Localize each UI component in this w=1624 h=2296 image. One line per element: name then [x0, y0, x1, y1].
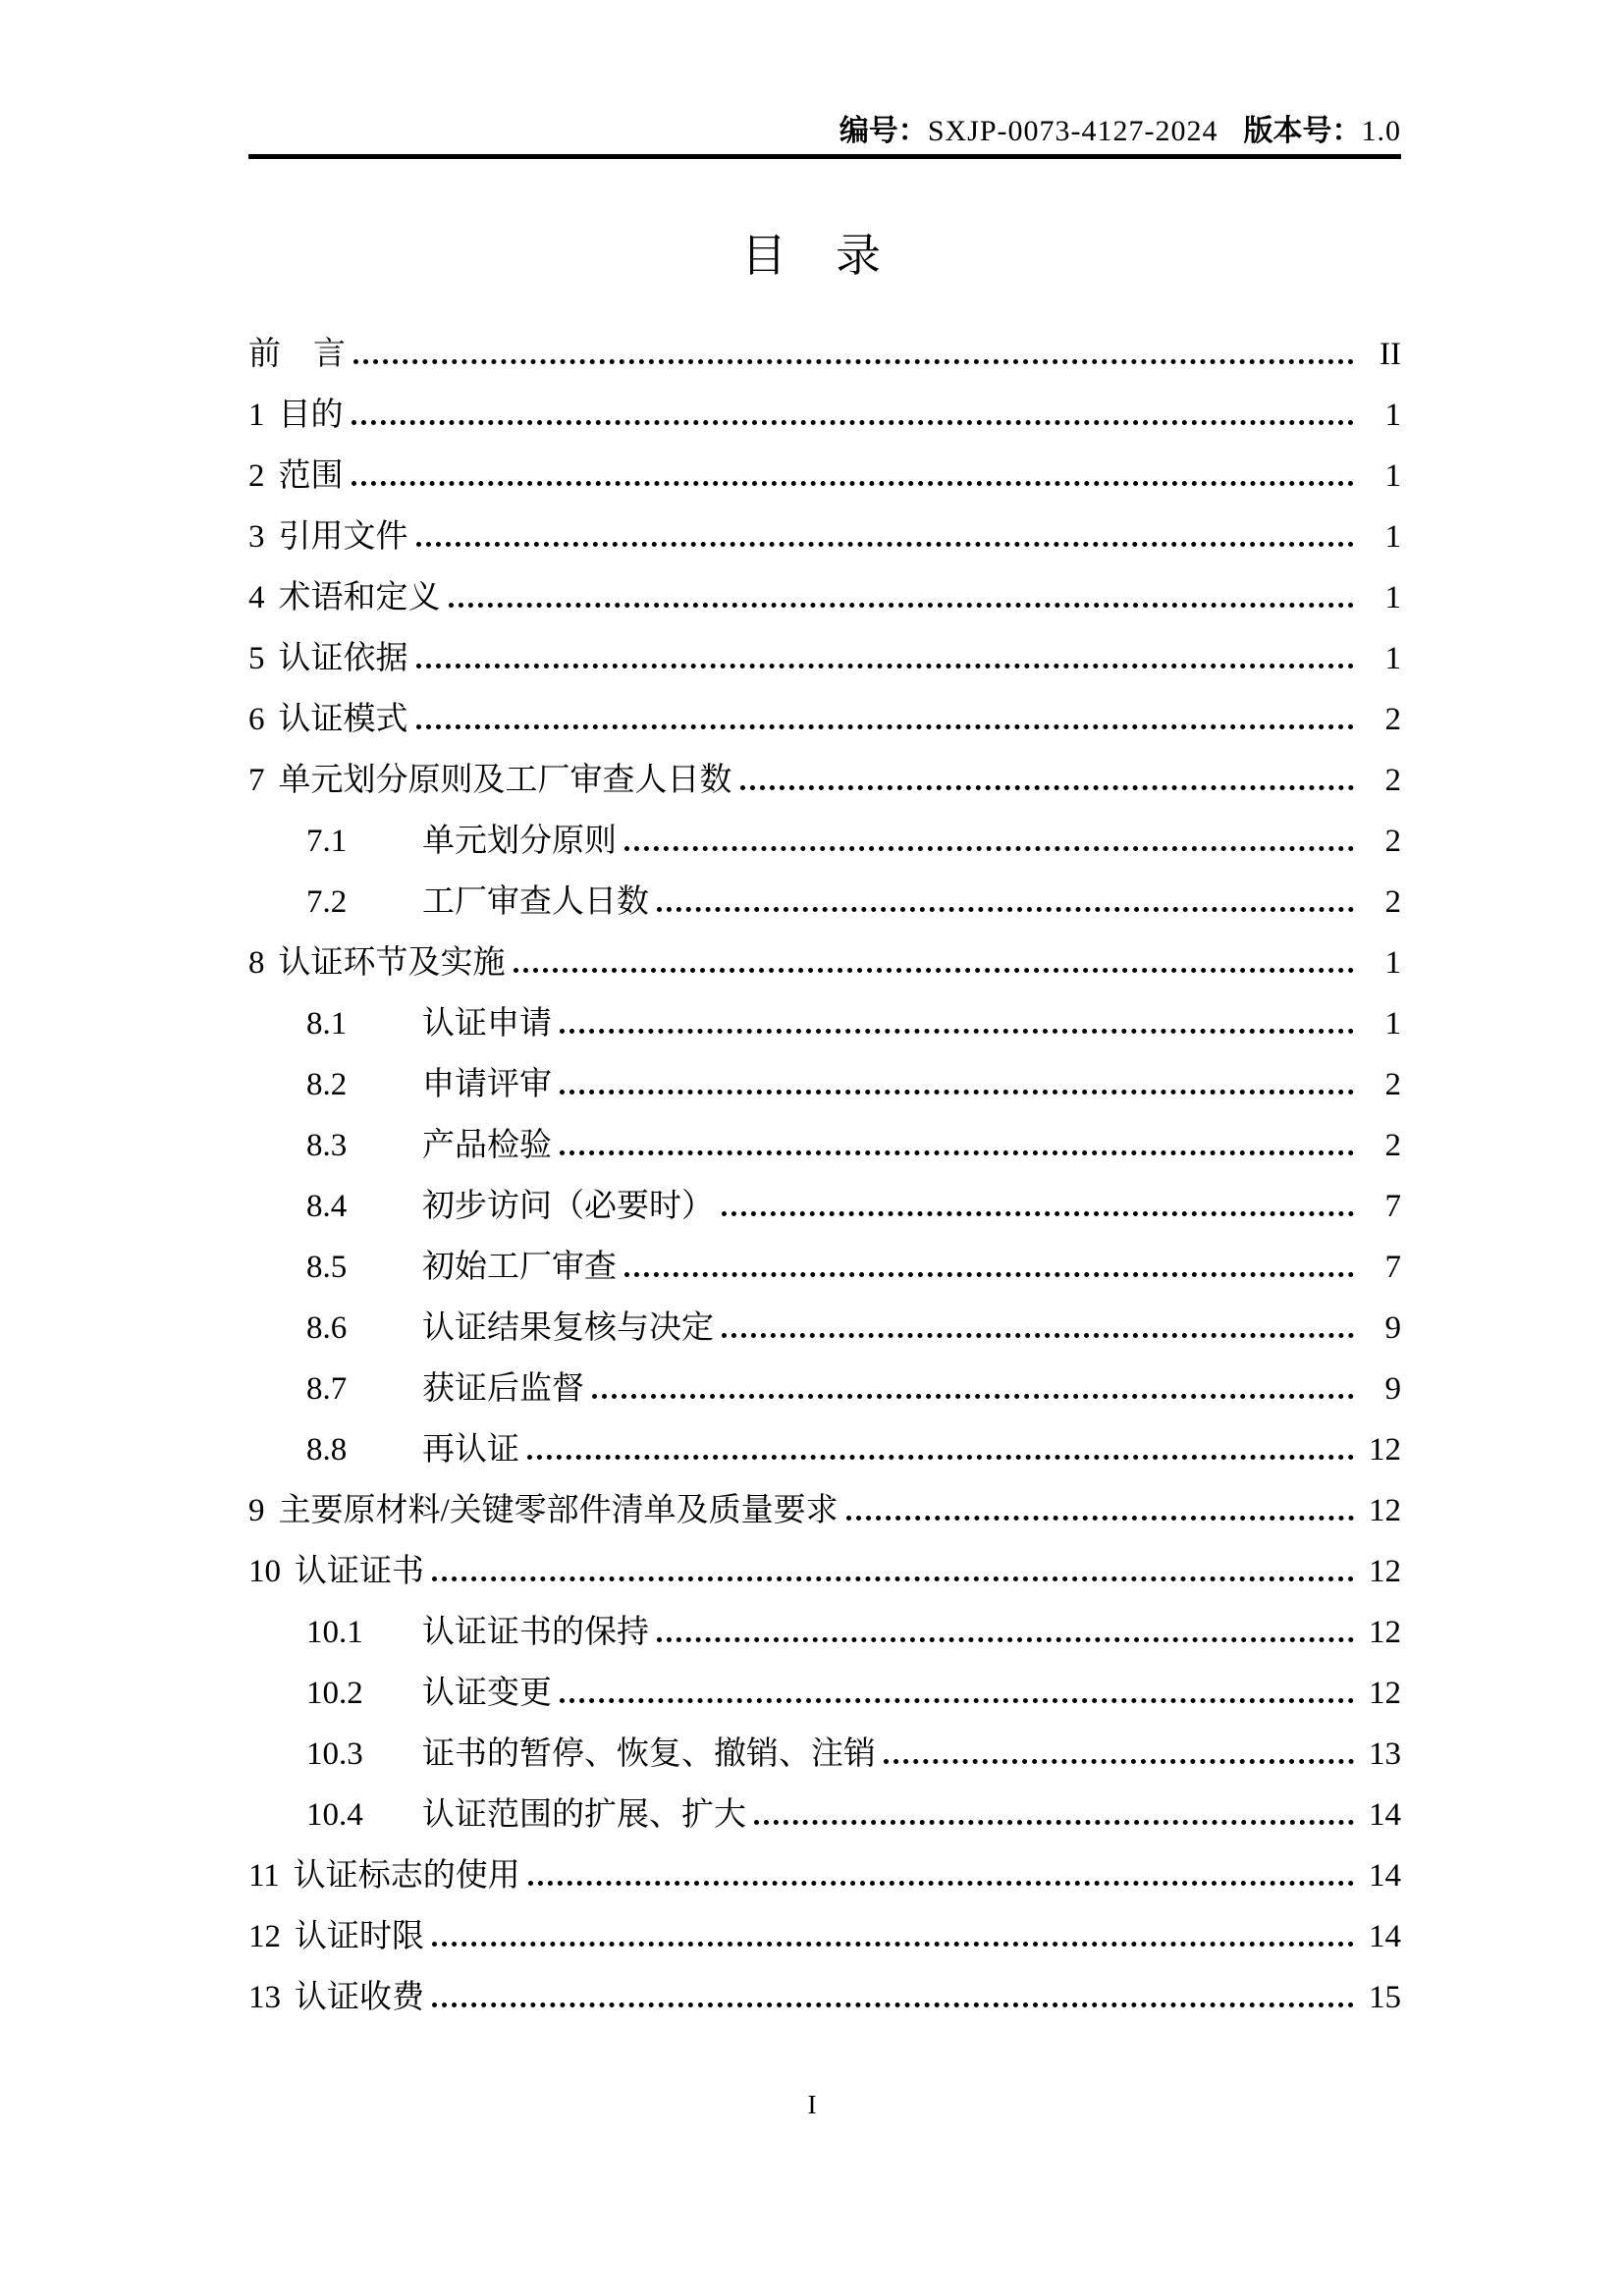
- toc-entry-number: 8: [248, 945, 265, 981]
- toc-entry[interactable]: [248, 1541, 1401, 1602]
- toc-entry[interactable]: [248, 507, 1401, 567]
- toc-entry[interactable]: [248, 324, 1401, 385]
- dot-leader: [740, 785, 1355, 790]
- toc-entry-page-number: 2: [1384, 824, 1401, 859]
- toc-entry[interactable]: [248, 811, 1401, 872]
- toc-entry-label: 认证证书的保持: [422, 1615, 649, 1650]
- toc-entry-page-number: 14: [1369, 1797, 1401, 1833]
- toc-entry[interactable]: [248, 1845, 1401, 1906]
- toc-entry-page-number: 12: [1369, 1615, 1401, 1650]
- dot-leader: [624, 846, 1354, 851]
- toc-entry-label: 主要原材料/关键零部件清单及质量要求: [278, 1493, 839, 1528]
- toc-entry[interactable]: [248, 1359, 1401, 1419]
- dot-leader: [352, 420, 1355, 425]
- toc-entry-label: 产品检验: [422, 1128, 552, 1163]
- toc-entry[interactable]: [248, 1967, 1401, 2028]
- toc-entry-label: 认证时限: [295, 1919, 424, 1954]
- dot-leader: [560, 1150, 1354, 1155]
- dot-leader: [416, 664, 1355, 668]
- toc-entry[interactable]: [248, 385, 1401, 446]
- toc-entry-label: 证书的暂停、恢复、撤销、注销: [422, 1736, 876, 1772]
- toc-entry-label: 初始工厂审查: [422, 1250, 617, 1285]
- toc-entry-number: 8.1: [306, 1006, 348, 1041]
- toc-entry-number: 7.1: [306, 824, 348, 859]
- toc-entry-number: 7: [248, 763, 265, 798]
- toc-entry-label: 认证范围的扩展、扩大: [422, 1797, 746, 1833]
- toc-entry-number: 7.2: [306, 884, 348, 920]
- toc-entry-page-number: 2: [1384, 702, 1401, 737]
- toc-entry-page-number: 2: [1384, 763, 1401, 798]
- toc-entry-label: 认证结果复核与决定: [422, 1310, 714, 1346]
- toc-entry-label: 术语和定义: [278, 580, 441, 615]
- toc-entry-label: 认证模式: [278, 702, 408, 737]
- toc-entry-label: 引用文件: [278, 519, 408, 555]
- toc-entry-number: 8.7: [306, 1371, 348, 1407]
- dot-leader: [432, 1576, 1354, 1581]
- toc-entry-page-number: 1: [1384, 519, 1401, 555]
- toc-entry[interactable]: [248, 1115, 1401, 1176]
- toc-entry-label: 前 言: [248, 337, 346, 372]
- dot-leader: [657, 1637, 1354, 1642]
- toc-entry-page-number: 2: [1384, 1128, 1401, 1163]
- toc-entry[interactable]: [248, 1054, 1401, 1115]
- toc-entry[interactable]: [248, 1176, 1401, 1237]
- toc-entry-page-number: 1: [1384, 580, 1401, 615]
- toc-entry-page-number: 9: [1384, 1310, 1401, 1346]
- toc-entry-label: 单元划分原则: [422, 824, 617, 859]
- toc-entry-page-number: 12: [1369, 1676, 1401, 1711]
- toc-entry-page-number: 12: [1369, 1493, 1401, 1528]
- dot-leader: [754, 1820, 1354, 1825]
- page-title: 目 录: [741, 231, 883, 281]
- toc-entry-label: 认证申请: [422, 1006, 552, 1041]
- table-of-contents: [248, 324, 1401, 2028]
- toc-entry-number: 3: [248, 519, 265, 555]
- toc-entry-number: 12: [248, 1919, 281, 1954]
- toc-entry-label: 初步访问（必要时）: [422, 1189, 714, 1224]
- toc-entry-number: 6: [248, 702, 265, 737]
- dot-leader: [352, 481, 1355, 486]
- toc-entry-page-number: 1: [1384, 398, 1401, 433]
- toc-entry-label: 认证收费: [295, 1980, 424, 2015]
- dot-leader: [527, 1455, 1354, 1460]
- dot-leader: [514, 968, 1355, 973]
- toc-entry-page-number: 12: [1369, 1432, 1401, 1468]
- toc-entry[interactable]: [248, 1237, 1401, 1298]
- toc-entry-number: 10: [248, 1554, 281, 1589]
- toc-entry-page-number: 1: [1384, 1006, 1401, 1041]
- toc-entry[interactable]: [248, 993, 1401, 1054]
- toc-entry-label: 再认证: [422, 1432, 519, 1468]
- header-divider-rule: [248, 154, 1401, 159]
- dot-leader: [657, 907, 1354, 912]
- doc-number-label: 编号：: [839, 115, 928, 147]
- toc-entry-page-number: 14: [1369, 1919, 1401, 1954]
- toc-entry-number: 10.2: [306, 1676, 363, 1711]
- dot-leader: [722, 1211, 1354, 1216]
- toc-entry-number: 10.3: [306, 1736, 363, 1772]
- toc-entry[interactable]: [248, 933, 1401, 993]
- toc-entry-number: 11: [248, 1858, 280, 1894]
- dot-leader: [432, 1942, 1354, 1947]
- toc-entry-page-number: 12: [1369, 1554, 1401, 1589]
- toc-entry[interactable]: [248, 1419, 1401, 1480]
- toc-entry-number: 9: [248, 1493, 265, 1528]
- toc-entry-page-number: 1: [1384, 458, 1401, 494]
- dot-leader: [884, 1759, 1354, 1764]
- toc-entry-label: 范围: [278, 458, 344, 494]
- toc-entry[interactable]: [248, 446, 1401, 507]
- toc-entry-number: 1: [248, 398, 265, 433]
- toc-entry[interactable]: [248, 750, 1401, 811]
- toc-entry[interactable]: [248, 1480, 1401, 1541]
- dot-leader: [592, 1394, 1354, 1399]
- toc-entry-label: 认证证书: [295, 1554, 424, 1589]
- toc-entry-number: 8.2: [306, 1067, 348, 1102]
- toc-entry-label: 申请评审: [422, 1067, 552, 1102]
- toc-entry-number: 8.6: [306, 1310, 348, 1346]
- dot-leader: [416, 724, 1355, 729]
- toc-entry[interactable]: [248, 567, 1401, 628]
- toc-entry[interactable]: [248, 689, 1401, 750]
- toc-entry[interactable]: [248, 1724, 1401, 1785]
- toc-entry-page-number: 13: [1369, 1736, 1401, 1772]
- dot-leader: [560, 1698, 1354, 1703]
- toc-entry-number: 10.1: [306, 1615, 363, 1650]
- toc-entry-number: 8.4: [306, 1189, 348, 1224]
- toc-entry-page-number: 14: [1369, 1858, 1401, 1894]
- dot-leader: [560, 1029, 1354, 1034]
- dot-leader: [416, 542, 1355, 547]
- toc-entry-page-number: 2: [1384, 884, 1401, 920]
- toc-entry-page-number: 7: [1384, 1189, 1401, 1224]
- dot-leader: [449, 603, 1355, 608]
- dot-leader: [722, 1333, 1354, 1338]
- toc-entry-label: 目的: [278, 398, 344, 433]
- dot-leader: [624, 1272, 1354, 1277]
- toc-entry-page-number: 1: [1384, 945, 1401, 981]
- toc-entry-page-number: 7: [1384, 1250, 1401, 1285]
- dot-leader: [528, 1881, 1354, 1886]
- toc-entry-page-number: 1: [1384, 641, 1401, 676]
- version-value: 1.0: [1361, 115, 1401, 147]
- toc-entry-label: 认证变更: [422, 1676, 552, 1711]
- toc-entry[interactable]: [248, 1785, 1401, 1845]
- toc-entry-label: 获证后监督: [422, 1371, 584, 1407]
- toc-entry[interactable]: [248, 1602, 1401, 1663]
- version-label: 版本号：: [1243, 115, 1362, 147]
- toc-entry[interactable]: [248, 1906, 1401, 1967]
- toc-entry[interactable]: [248, 1663, 1401, 1724]
- toc-entry[interactable]: [248, 1298, 1401, 1359]
- toc-entry-number: 13: [248, 1980, 281, 2015]
- toc-entry-label: 单元划分原则及工厂审查人日数: [278, 763, 732, 798]
- toc-entry-page-number: 15: [1369, 1980, 1401, 2015]
- toc-entry-number: 2: [248, 458, 265, 494]
- toc-entry-number: 8.5: [306, 1250, 348, 1285]
- toc-entry-number: 10.4: [306, 1797, 363, 1833]
- toc-entry-number: 4: [248, 580, 265, 615]
- footer-page-number: I: [807, 2090, 817, 2119]
- toc-entry[interactable]: [248, 872, 1401, 933]
- toc-entry-page-number: 9: [1384, 1371, 1401, 1407]
- toc-entry-page-number: II: [1380, 337, 1401, 372]
- toc-entry-page-number: 2: [1384, 1067, 1401, 1102]
- dot-leader: [432, 2002, 1354, 2007]
- toc-entry-label: 认证标志的使用: [293, 1858, 520, 1894]
- toc-entry-label: 工厂审查人日数: [422, 884, 649, 920]
- toc-entry-number: 8.3: [306, 1128, 348, 1163]
- toc-entry[interactable]: [248, 628, 1401, 689]
- dot-leader: [560, 1090, 1354, 1095]
- toc-entry-label: 认证环节及实施: [278, 945, 506, 981]
- toc-entry-number: 5: [248, 641, 265, 676]
- dot-leader: [353, 359, 1354, 364]
- toc-entry-number: 8.8: [306, 1432, 348, 1468]
- header-doc-number: [839, 114, 1401, 149]
- dot-leader: [846, 1516, 1354, 1521]
- doc-number-value: SXJP-0073-4127-2024: [927, 115, 1218, 147]
- toc-entry-label: 认证依据: [278, 641, 408, 676]
